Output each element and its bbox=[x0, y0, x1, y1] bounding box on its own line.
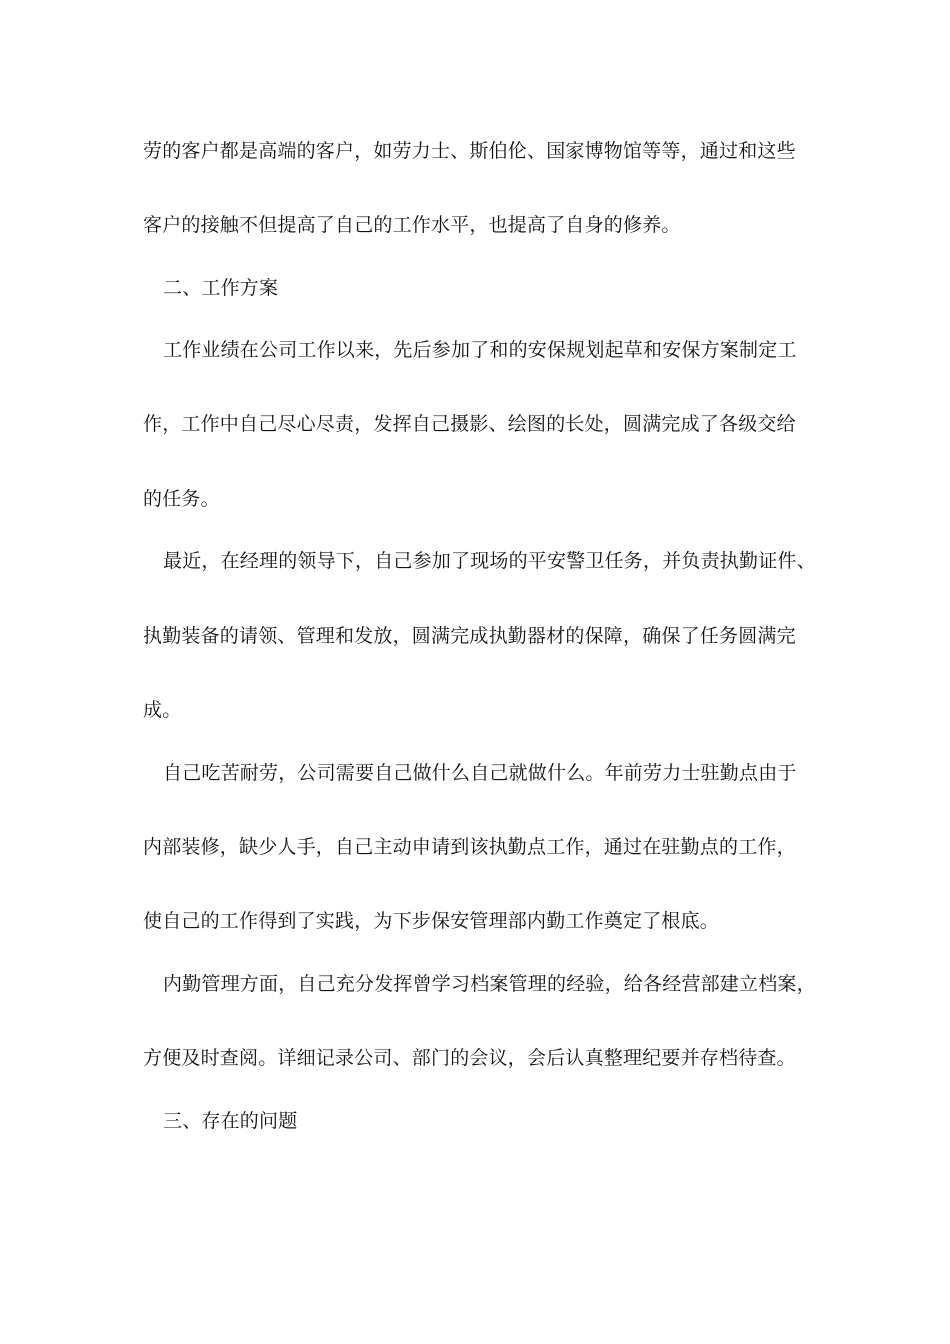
paragraph-line: 执勤装备的请领、管理和发放，圆满完成执勤器材的保障，确保了任务圆满完 bbox=[143, 625, 796, 647]
paragraph-line: 内部装修，缺少人手，自己主动申请到该执勤点工作，通过在驻勤点的工作， bbox=[143, 836, 796, 858]
paragraph-line: 客户的接触不但提高了自己的工作水平，也提高了自身的修养。 bbox=[143, 214, 681, 236]
paragraph-line: 使自己的工作得到了实践，为下步保安管理部内勤工作奠定了根底。 bbox=[143, 910, 720, 932]
paragraph-line: 自己吃苦耐劳，公司需要自己做什么自己就做什么。年前劳力士驻勤点由于 bbox=[163, 762, 797, 784]
paragraph-line: 方便及时查阅。详细记录公司、部门的会议，会后认真整理纪要并存档待查。 bbox=[143, 1047, 796, 1069]
paragraph-line: 作，工作中自己尽心尽责，发挥自己摄影、绘图的长处，圆满完成了各级交给 bbox=[143, 413, 796, 435]
paragraph-line: 工作业绩在公司工作以来，先后参加了和的安保规划起草和安保方案制定工 bbox=[163, 339, 797, 361]
paragraph-line: 内勤管理方面，自己充分发挥曾学习档案管理的经验，给各经营部建立档案， bbox=[163, 973, 816, 995]
section-heading: 二、工作方案 bbox=[163, 277, 279, 299]
paragraph-line: 的任务。 bbox=[143, 488, 220, 510]
paragraph-line: 劳的客户都是高端的客户，如劳力士、斯伯伦、国家博物馆等等，通过和这些 bbox=[143, 140, 796, 162]
paragraph-line: 最近，在经理的领导下，自己参加了现场的平安警卫任务，并负责执勤证件、 bbox=[163, 550, 816, 572]
section-heading: 三、存在的问题 bbox=[163, 1110, 298, 1132]
paragraph-line: 成。 bbox=[143, 699, 182, 721]
